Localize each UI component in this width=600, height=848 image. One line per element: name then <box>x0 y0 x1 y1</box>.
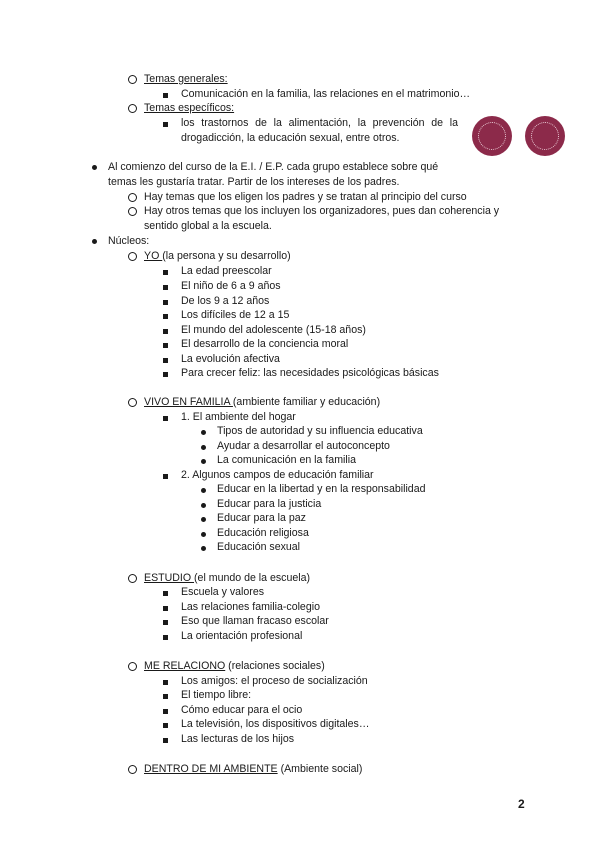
intro-sub-2-line-2: sentido global a la escuela. <box>144 220 272 232</box>
hollow-circle-bullet-icon <box>128 252 137 261</box>
square-bullet-icon <box>163 416 168 421</box>
relaciono-item: Las lecturas de los hijos <box>181 733 295 745</box>
square-bullet-icon <box>163 709 168 714</box>
familia-group-1: 1. El ambiente del hogar <box>181 411 296 423</box>
square-bullet-icon <box>163 300 168 305</box>
square-bullet-icon <box>163 329 168 334</box>
square-bullet-icon <box>163 694 168 699</box>
familia-desc: (ambiente familiar y educación) <box>232 396 381 408</box>
square-bullet-icon <box>163 474 168 479</box>
estudio-item: La orientación profesional <box>181 630 303 642</box>
bullet-dot-icon <box>201 488 206 493</box>
square-bullet-icon <box>163 591 168 596</box>
hollow-circle-bullet-icon <box>128 574 137 583</box>
square-bullet-icon <box>163 122 168 127</box>
yo-item: Los difíciles de 12 a 15 <box>181 309 290 321</box>
yo-item: El mundo del adolescente (15-18 años) <box>181 324 366 336</box>
bullet-dot-icon <box>201 503 206 508</box>
estudio-item: Las relaciones familia-colegio <box>181 601 320 613</box>
hollow-circle-bullet-icon <box>128 662 137 671</box>
yo-desc: (la persona y su desarrollo) <box>162 250 291 262</box>
nucleos-label: Núcleos: <box>108 235 150 247</box>
estudio-item: Eso que llaman fracaso escolar <box>181 615 329 627</box>
familia-group-2-item: Educación religiosa <box>217 527 309 539</box>
square-bullet-icon <box>163 606 168 611</box>
relaciono-title: ME RELACIONO <box>144 660 226 672</box>
yo-heading <box>144 250 291 263</box>
familia-group-2-item: Educar para la justicia <box>217 498 322 510</box>
square-bullet-icon <box>163 93 168 98</box>
intro-line-1: Al comienzo del curso de la E.I. / E.P. cada grupo establece sobre qué <box>108 161 439 173</box>
yo-item: El desarrollo de la conciencia moral <box>181 338 349 350</box>
square-bullet-icon <box>163 314 168 319</box>
familia-heading <box>144 396 380 409</box>
square-bullet-icon <box>163 285 168 290</box>
square-bullet-icon <box>163 723 168 728</box>
estudio-title: ESTUDIO <box>144 572 195 584</box>
badge-right-image <box>525 116 565 156</box>
bullet-dot-icon <box>201 459 206 464</box>
relaciono-item: Cómo educar para el ocio <box>181 704 303 716</box>
yo-title: YO <box>144 250 163 262</box>
yo-item: La evolución afectiva <box>181 353 280 365</box>
familia-title: VIVO EN FAMILIA <box>144 396 233 408</box>
square-bullet-icon <box>163 358 168 363</box>
hollow-circle-bullet-icon <box>128 398 137 407</box>
page-number: 2 <box>518 797 525 811</box>
trastornos-line-2: drogadicción, la educación sexual, entre otros. <box>181 132 400 144</box>
temas-especificos-heading: Temas específicos: <box>144 102 235 114</box>
familia-group-2-item: Educación sexual <box>217 541 301 553</box>
familia-group-2-item: Educar para la paz <box>217 512 306 524</box>
relaciono-item: Los amigos: el proceso de socialización <box>181 675 368 687</box>
intro-sub-1: Hay temas que los eligen los padres y se tratan al principio del curso <box>144 191 467 203</box>
intro-line-2: temas les gustaría tratar. Partir de los intereses de los padres. <box>108 176 400 188</box>
square-bullet-icon <box>163 635 168 640</box>
relaciono-item: La televisión, los dispositivos digitales… <box>181 718 370 730</box>
temas-generales-heading: Temas generales: <box>144 73 228 85</box>
familia-group-1-item: Ayudar a desarrollar el autoconcepto <box>217 440 390 452</box>
bullet-dot-icon <box>201 532 206 537</box>
estudio-desc: (el mundo de la escuela) <box>194 572 311 584</box>
bullet-dot-icon <box>201 445 206 450</box>
hollow-circle-bullet-icon <box>128 104 137 113</box>
square-bullet-icon <box>163 620 168 625</box>
intro-sub-2-line-1: Hay otros temas que los incluyen los organizadores, pues dan coherencia y <box>144 205 500 217</box>
relaciono-desc: (relaciones sociales) <box>225 660 325 672</box>
bullet-dot-icon <box>201 517 206 522</box>
hollow-circle-bullet-icon <box>128 207 137 216</box>
estudio-heading <box>144 572 310 585</box>
bullet-dot-icon <box>92 239 97 244</box>
familia-group-2: 2. Algunos campos de educación familiar <box>181 469 374 481</box>
relaciono-heading <box>144 660 325 673</box>
hollow-circle-bullet-icon <box>128 765 137 774</box>
square-bullet-icon <box>163 372 168 377</box>
ambiente-heading <box>144 763 362 776</box>
comunicacion-item: Comunicación en la familia, las relaciones en el matrimonio… <box>181 88 471 100</box>
square-bullet-icon <box>163 270 168 275</box>
bullet-dot-icon <box>201 430 206 435</box>
yo-item: La edad preescolar <box>181 265 272 277</box>
square-bullet-icon <box>163 343 168 348</box>
badge-left-image <box>472 116 512 156</box>
ambiente-title: DENTRO DE MI AMBIENTE <box>144 763 278 775</box>
square-bullet-icon <box>163 680 168 685</box>
bullet-dot-icon <box>92 165 97 170</box>
hollow-circle-bullet-icon <box>128 193 137 202</box>
familia-group-1-item: Tipos de autoridad y su influencia educativa <box>217 425 423 437</box>
bullet-dot-icon <box>201 546 206 551</box>
trastornos-line-1: los trastornos de la alimentación, la prevención de la <box>181 117 458 129</box>
familia-group-2-item: Educar en la libertad y en la responsabilidad <box>217 483 426 495</box>
hollow-circle-bullet-icon <box>128 75 137 84</box>
ambiente-desc: (Ambiente social) <box>277 763 363 775</box>
estudio-item: Escuela y valores <box>181 586 265 598</box>
yo-item: Para crecer feliz: las necesidades psicológicas básicas <box>181 367 439 379</box>
familia-group-1-item: La comunicación en la familia <box>217 454 356 466</box>
square-bullet-icon <box>163 738 168 743</box>
yo-item: El niño de 6 a 9 años <box>181 280 281 292</box>
yo-item: De los 9 a 12 años <box>181 295 270 307</box>
relaciono-item: El tiempo libre: <box>181 689 252 701</box>
